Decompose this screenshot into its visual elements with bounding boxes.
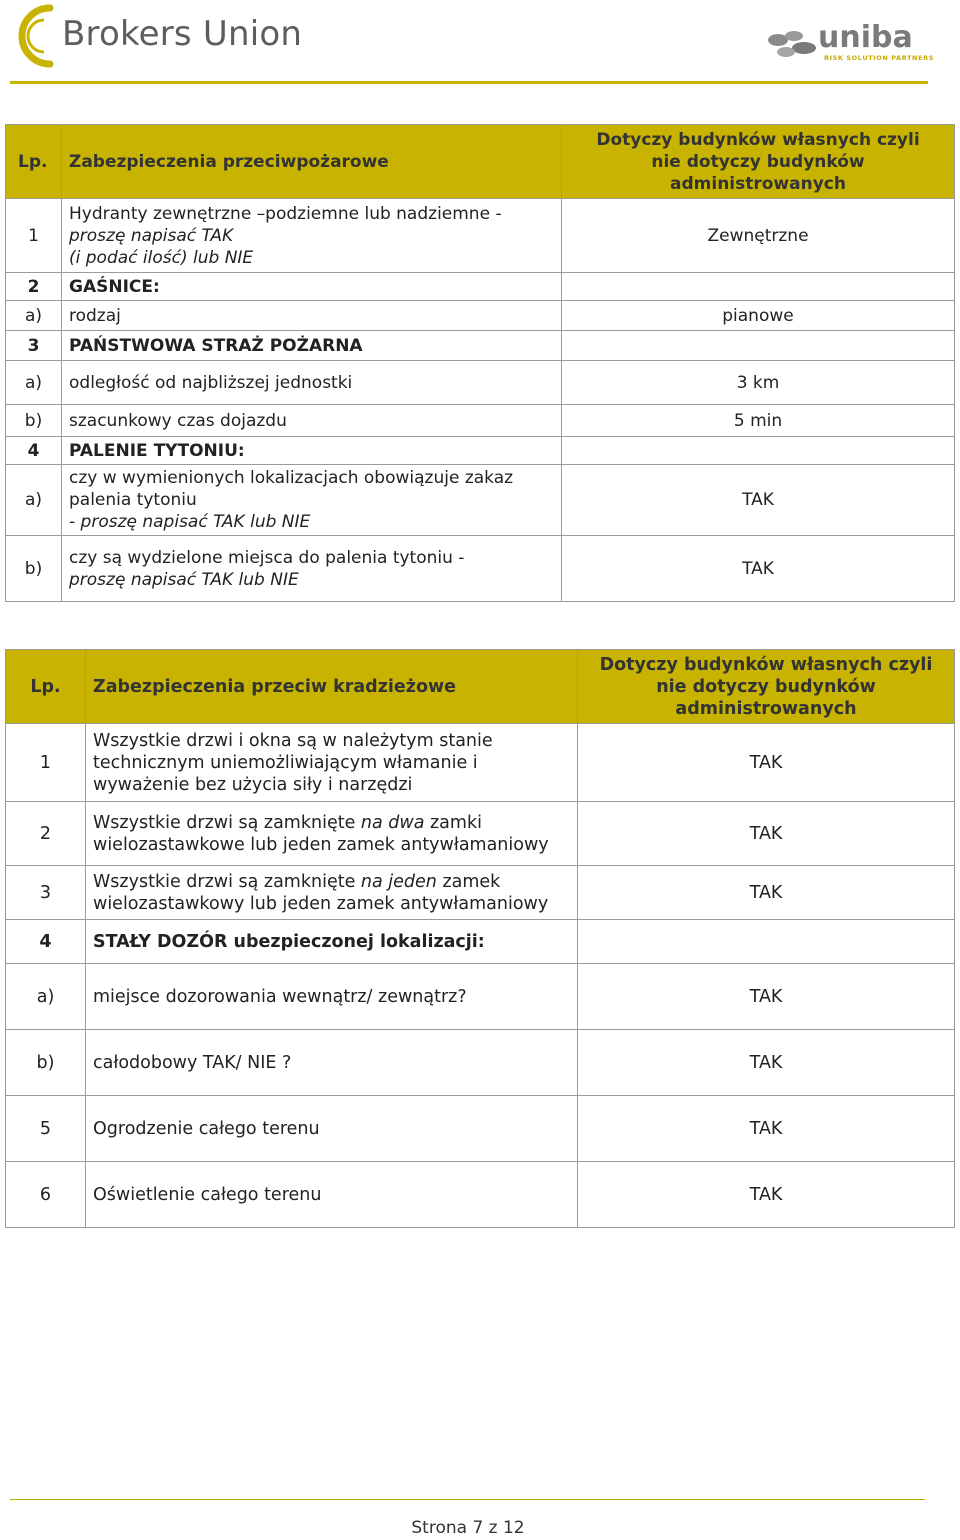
- table-row: b) czy są wydzielone miejsca do palenia tytoniu - proszę napisać TAK lub NIE TAK: [6, 536, 955, 602]
- uniba-logo-tagline: RISK SOLUTION PARTNERS: [824, 54, 934, 62]
- lighting-label: Oświetlenie całego terenu: [86, 1162, 578, 1228]
- smoking-value: [562, 437, 955, 465]
- smoking-ban-value: TAK: [562, 465, 955, 536]
- fire-table-title: Zabezpieczenia przeciwpożarowe: [62, 125, 562, 199]
- table-row: a) miejsce dozorowania wewnątrz/ zewnątrz? TAK: [6, 964, 955, 1030]
- guard-place-value: TAK: [578, 964, 955, 1030]
- hydrants-label: Hydranty zewnętrzne –podziemne lub nadziemne - proszę napisać TAK (i podać ilość) lub NIE: [62, 199, 562, 273]
- value-column-header: Dotyczy budynków własnych czyli nie dotyczy budynków administrowanych: [562, 125, 955, 199]
- brokers-union-logo-text: Brokers Union: [62, 14, 303, 54]
- extinguishers-label: GAŚNICE:: [62, 273, 562, 301]
- table-row: 3 Wszystkie drzwi są zamknięte na jeden zamek wielozastawkowy lub jeden zamek antywłamaniowy TAK: [6, 866, 955, 920]
- guard-24h-value: TAK: [578, 1030, 955, 1096]
- one-lock-label: Wszystkie drzwi są zamknięte na jeden zamek wielozastawkowy lub jeden zamek antywłamaniowy: [86, 866, 578, 920]
- guard-24h-label: całodobowy TAK/ NIE ?: [86, 1030, 578, 1096]
- table-row: a) czy w wymienionych lokalizacjach obowiązuje zakaz palenia tytoniu - proszę napisać TAK lub NIE TAK: [6, 465, 955, 536]
- one-lock-value: TAK: [578, 866, 955, 920]
- smoking-areas-value: TAK: [562, 536, 955, 602]
- table-row: b) całodobowy TAK/ NIE ? TAK: [6, 1030, 955, 1096]
- doors-windows-label: Wszystkie drzwi i okna są w należytym stanie technicznym uniemożliwiającym włamanie i wyważenie bez użycia siły i narzędzi: [86, 724, 578, 802]
- table-row: 4 STAŁY DOZÓR ubezpieczonej lokalizacji:: [6, 920, 955, 964]
- anti-theft-table: [5, 649, 955, 1228]
- guard-value: [578, 920, 955, 964]
- page-number: Strona 7 z 12: [411, 1518, 525, 1538]
- page-header: [0, 0, 960, 90]
- table-row: a) odległość od najbliższej jednostki 3 km: [6, 361, 955, 405]
- hydrants-value: Zewnętrzne: [562, 199, 955, 273]
- fence-value: TAK: [578, 1096, 955, 1162]
- distance-value: 3 km: [562, 361, 955, 405]
- theft-table-title: Zabezpieczenia przeciw kradzieżowe: [86, 650, 578, 724]
- travel-time-value: 5 min: [562, 405, 955, 437]
- two-locks-label: Wszystkie drzwi są zamknięte na dwa zamki wielozastawkowe lub jeden zamek antywłamaniowy: [86, 802, 578, 866]
- fire-brigade-value: [562, 331, 955, 361]
- distance-label: odległość od najbliższej jednostki: [62, 361, 562, 405]
- table-row: 4 PALENIE TYTONIU:: [6, 437, 955, 465]
- header-divider: [10, 81, 928, 84]
- footer-divider: [10, 1499, 925, 1500]
- two-locks-value: TAK: [578, 802, 955, 866]
- lp-header: Lp.: [6, 125, 62, 199]
- value-column-header: Dotyczy budynków własnych czyli nie dotyczy budynków administrowanych: [578, 650, 955, 724]
- table-row: b) szacunkowy czas dojazdu 5 min: [6, 405, 955, 437]
- table-row: 1 Hydranty zewnętrzne –podziemne lub nadziemne - proszę napisać TAK (i podać ilość) lub NIE Zewnętrzne: [6, 199, 955, 273]
- travel-time-label: szacunkowy czas dojazdu: [62, 405, 562, 437]
- smoking-ban-label: czy w wymienionych lokalizacjach obowiązuje zakaz palenia tytoniu - proszę napisać TAK lub NIE: [62, 465, 562, 536]
- table-row: a) rodzaj pianowe: [6, 301, 955, 331]
- extinguisher-type-label: rodzaj: [62, 301, 562, 331]
- uniba-logo-text: uniba: [818, 20, 913, 55]
- table-header-row: [6, 125, 955, 199]
- doors-windows-value: TAK: [578, 724, 955, 802]
- fire-protection-table: [5, 124, 955, 602]
- extinguishers-value: [562, 273, 955, 301]
- smoking-label: PALENIE TYTONIU:: [62, 437, 562, 465]
- table-row: 3 PAŃSTWOWA STRAŻ POŻARNA: [6, 331, 955, 361]
- guard-place-label: miejsce dozorowania wewnątrz/ zewnątrz?: [86, 964, 578, 1030]
- guard-label: STAŁY DOZÓR ubezpieczonej lokalizacji:: [86, 920, 578, 964]
- lp-header: Lp.: [6, 650, 86, 724]
- lighting-value: TAK: [578, 1162, 955, 1228]
- table-row: 1 Wszystkie drzwi i okna są w należytym stanie technicznym uniemożliwiającym włamanie i wyważenie bez użycia siły i narzędzi TAK: [6, 724, 955, 802]
- table-row: 2 GAŚNICE:: [6, 273, 955, 301]
- table-row: 2 Wszystkie drzwi są zamknięte na dwa zamki wielozastawkowe lub jeden zamek antywłamaniowy TAK: [6, 802, 955, 866]
- fire-brigade-label: PAŃSTWOWA STRAŻ POŻARNA: [62, 331, 562, 361]
- fence-label: Ogrodzenie całego terenu: [86, 1096, 578, 1162]
- extinguisher-type-value: pianowe: [562, 301, 955, 331]
- table-row: 6 Oświetlenie całego terenu TAK: [6, 1162, 955, 1228]
- table-row: 5 Ogrodzenie całego terenu TAK: [6, 1096, 955, 1162]
- smoking-areas-label: czy są wydzielone miejsca do palenia tytoniu - proszę napisać TAK lub NIE: [62, 536, 562, 602]
- table-header-row: [6, 650, 955, 724]
